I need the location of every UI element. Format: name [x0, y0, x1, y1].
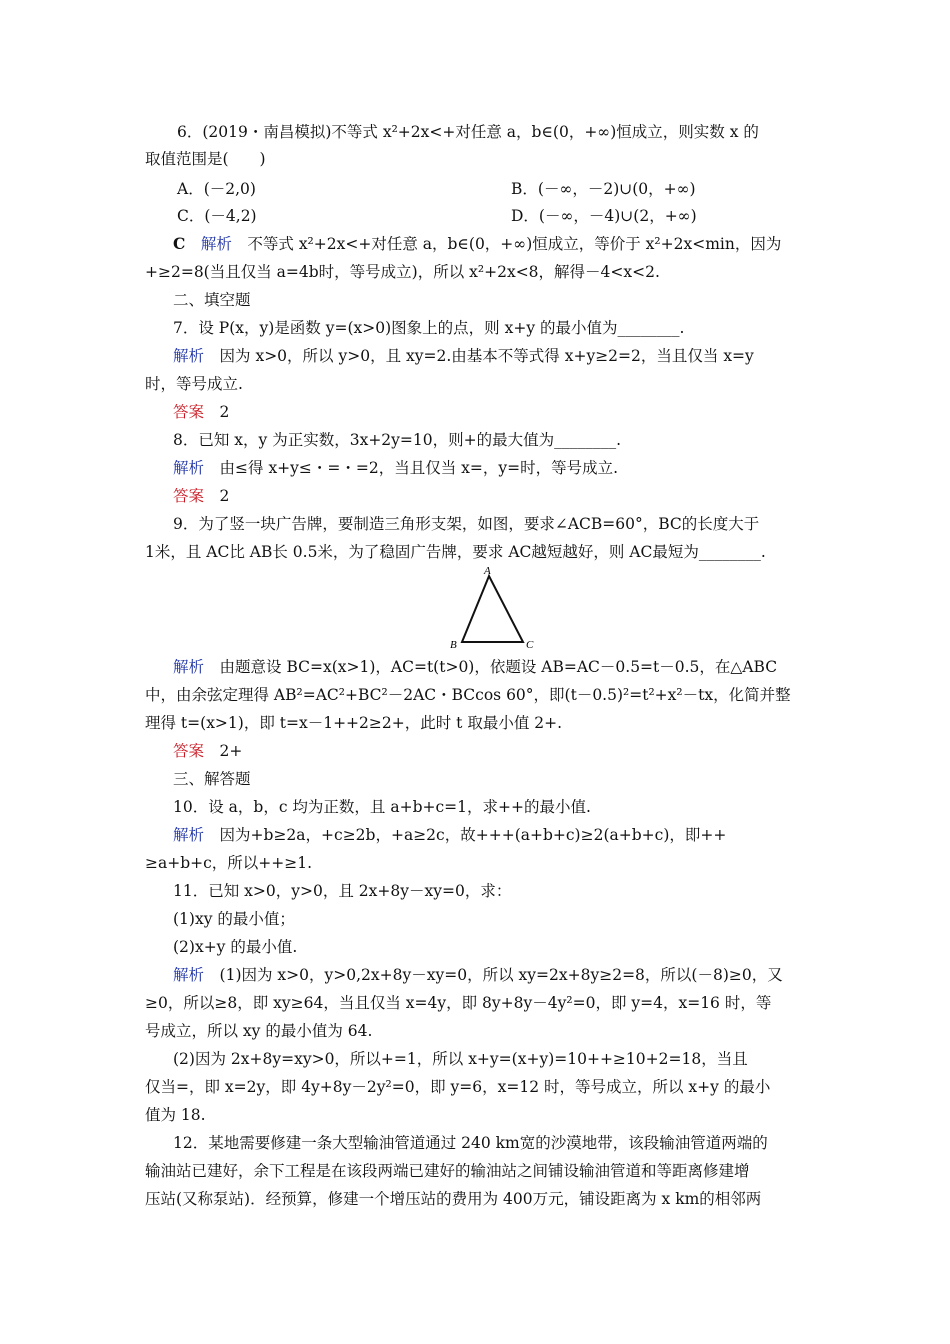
q6-option-c: C．(－4,2): [177, 207, 257, 225]
q9-answer: [173, 741, 242, 761]
q7-stem: 7．设 P(x，y)是函数 y=(x>0)图象上的点，则 x+y 的最小值为________.: [173, 319, 685, 337]
triangle-figure: [440, 564, 550, 654]
vertex-label-c: C: [526, 639, 534, 651]
q10-solution-line2: ≥a+b+c，所以++≥1.: [145, 854, 313, 872]
q7-answer-value: 2: [219, 403, 230, 421]
q8-solution-text1: 由≤得 x+y≤・=・=2，当且仅当 x=，y=时，等号成立.: [219, 459, 619, 477]
section-fill-in: 二、填空题: [173, 291, 251, 309]
q9-solution-line1: [173, 657, 777, 677]
q11-solution1-line3: 号成立，所以 xy 的最小值为 64.: [145, 1022, 373, 1040]
q11-part1: (1)xy 的最小值；: [173, 910, 295, 928]
q9-answer-tag: 答案: [173, 742, 205, 760]
q8-answer-tag: 答案: [173, 487, 205, 505]
q7-solution-line1: [173, 346, 754, 366]
q6-solution-line2: +≥2=8(当且仅当 a=4b时，等号成立)，所以 x²+2x<8，解得－4<x<2.: [145, 263, 660, 281]
q7-answer-tag: 答案: [173, 403, 205, 421]
q6-stem-line2: 取值范围是( ): [145, 150, 266, 168]
triangle-abc-shape: [462, 576, 523, 642]
q10-solution-line1: [173, 825, 726, 845]
q9-stem-line1: 9．为了竖一块广告牌，要制造三角形支架，如图，要求∠ACB=60°，BC的长度大于: [173, 515, 760, 533]
q8-answer: [173, 486, 229, 506]
q6-option-d: D．(－∞，－4)∪(2，+∞): [511, 207, 697, 225]
q7-solution-text1: 因为 x>0，所以 y>0，且 xy=2.由基本不等式得 x+y≥2=2，当且仅当 x=y: [219, 347, 754, 365]
q11-solution2-line1: (2)因为 2x+8y=xy>0，所以+=1，所以 x+y=(x+y)=10++≥10+2=18，当且: [173, 1050, 748, 1068]
q8-solution-line1: [173, 458, 618, 478]
q12-stem-line2: 输油站已建好，余下工程是在该段两端已建好的输油站之间铺设输油管道和等距离修建增: [145, 1162, 750, 1180]
q6-solution-text1: 不等式 x²+2x<+对任意 a，b∈(0，+∞)恒成立，等价于 x²+2x<min，因为: [247, 235, 782, 253]
q7-answer: [173, 402, 229, 422]
q10-analysis-tag: 解析: [173, 826, 205, 844]
q9-solution-line3: 理得 t=(x>1)，即 t=x－1++2≥2+，此时 t 取最小值 2+.: [145, 714, 563, 732]
vertex-label-b: B: [450, 639, 457, 651]
vertex-label-a: A: [484, 565, 491, 577]
q7-analysis-tag: 解析: [173, 347, 205, 365]
q9-stem-line2: 1米，且 AC比 AB长 0.5米，为了稳固广告牌，要求 AC越短越好，则 AC最短为________.: [145, 543, 766, 561]
q11-analysis-tag: 解析: [173, 966, 205, 984]
section-solve: 三、解答题: [173, 770, 251, 788]
q9-solution-line2: 中，由余弦定理得 AB²=AC²+BC²－2AC・BCcos 60°，即(t－0.5)²=t²+x²－tx，化简并整: [145, 686, 791, 704]
q9-analysis-tag: 解析: [173, 658, 205, 676]
q12-stem-line3: 压站(又称泵站)．经预算，修建一个增压站的费用为 400万元，铺设距离为 x km的相邻两: [145, 1190, 762, 1208]
q11-solution1-line2: ≥0，所以≥8，即 xy≥64，当且仅当 x=4y，即 8y+8y－4y²=0，即 y=4，x=16 时，等: [145, 994, 772, 1012]
q11-stem: 11．已知 x>0，y>0，且 2x+8y－xy=0，求：: [173, 882, 512, 900]
q9-answer-value: 2+: [219, 742, 243, 760]
q9-solution-text1: 由题意设 BC=x(x>1)，AC=t(t>0)，依题设 AB=AC－0.5=t－0.5，在△ABC: [219, 658, 778, 676]
q6-solution-line1: [173, 234, 781, 254]
q12-stem-line1: 12．某地需要修建一条大型输油管道通过 240 km宽的沙漠地带，该段输油管道两端的: [173, 1134, 768, 1152]
q6-stem-line1: 6．(2019・南昌模拟)不等式 x²+2x<+对任意 a，b∈(0，+∞)恒成立，则实数 x 的: [177, 123, 759, 141]
q8-answer-value: 2: [219, 487, 230, 505]
q7-solution-line2: 时，等号成立.: [145, 375, 243, 393]
q10-stem: 10．设 a，b，c 均为正数，且 a+b+c=1，求++的最小值.: [173, 798, 591, 816]
q11-solution2-line2: 仅当=，即 x=2y，即 4y+8y－2y²=0，即 y=6，x=12 时，等号成立，所以 x+y 的最小: [145, 1078, 771, 1096]
q11-part2: (2)x+y 的最小值.: [173, 938, 298, 956]
q8-analysis-tag: 解析: [173, 459, 205, 477]
q11-solution2-line3: 值为 18.: [145, 1106, 206, 1124]
q6-answer-letter: C: [173, 234, 186, 253]
q8-stem: 8．已知 x，y 为正实数，3x+2y=10，则+的最大值为________.: [173, 431, 622, 449]
q11-solution1-line1: [173, 965, 783, 985]
q6-option-a: A．(－2,0): [177, 180, 256, 198]
q6-option-b: B．(－∞，－2)∪(0，+∞): [511, 180, 696, 198]
q10-solution-text1: 因为+b≥2a，+c≥2b，+a≥2c，故+++(a+b+c)≥2(a+b+c)，即++: [219, 826, 727, 844]
q6-analysis-tag: 解析: [200, 235, 232, 253]
q11-solution1-text1: (1)因为 x>0，y>0,2x+8y－xy=0，所以 xy=2x+8y≥2=8，所以(－8)≥0，又: [219, 966, 783, 984]
